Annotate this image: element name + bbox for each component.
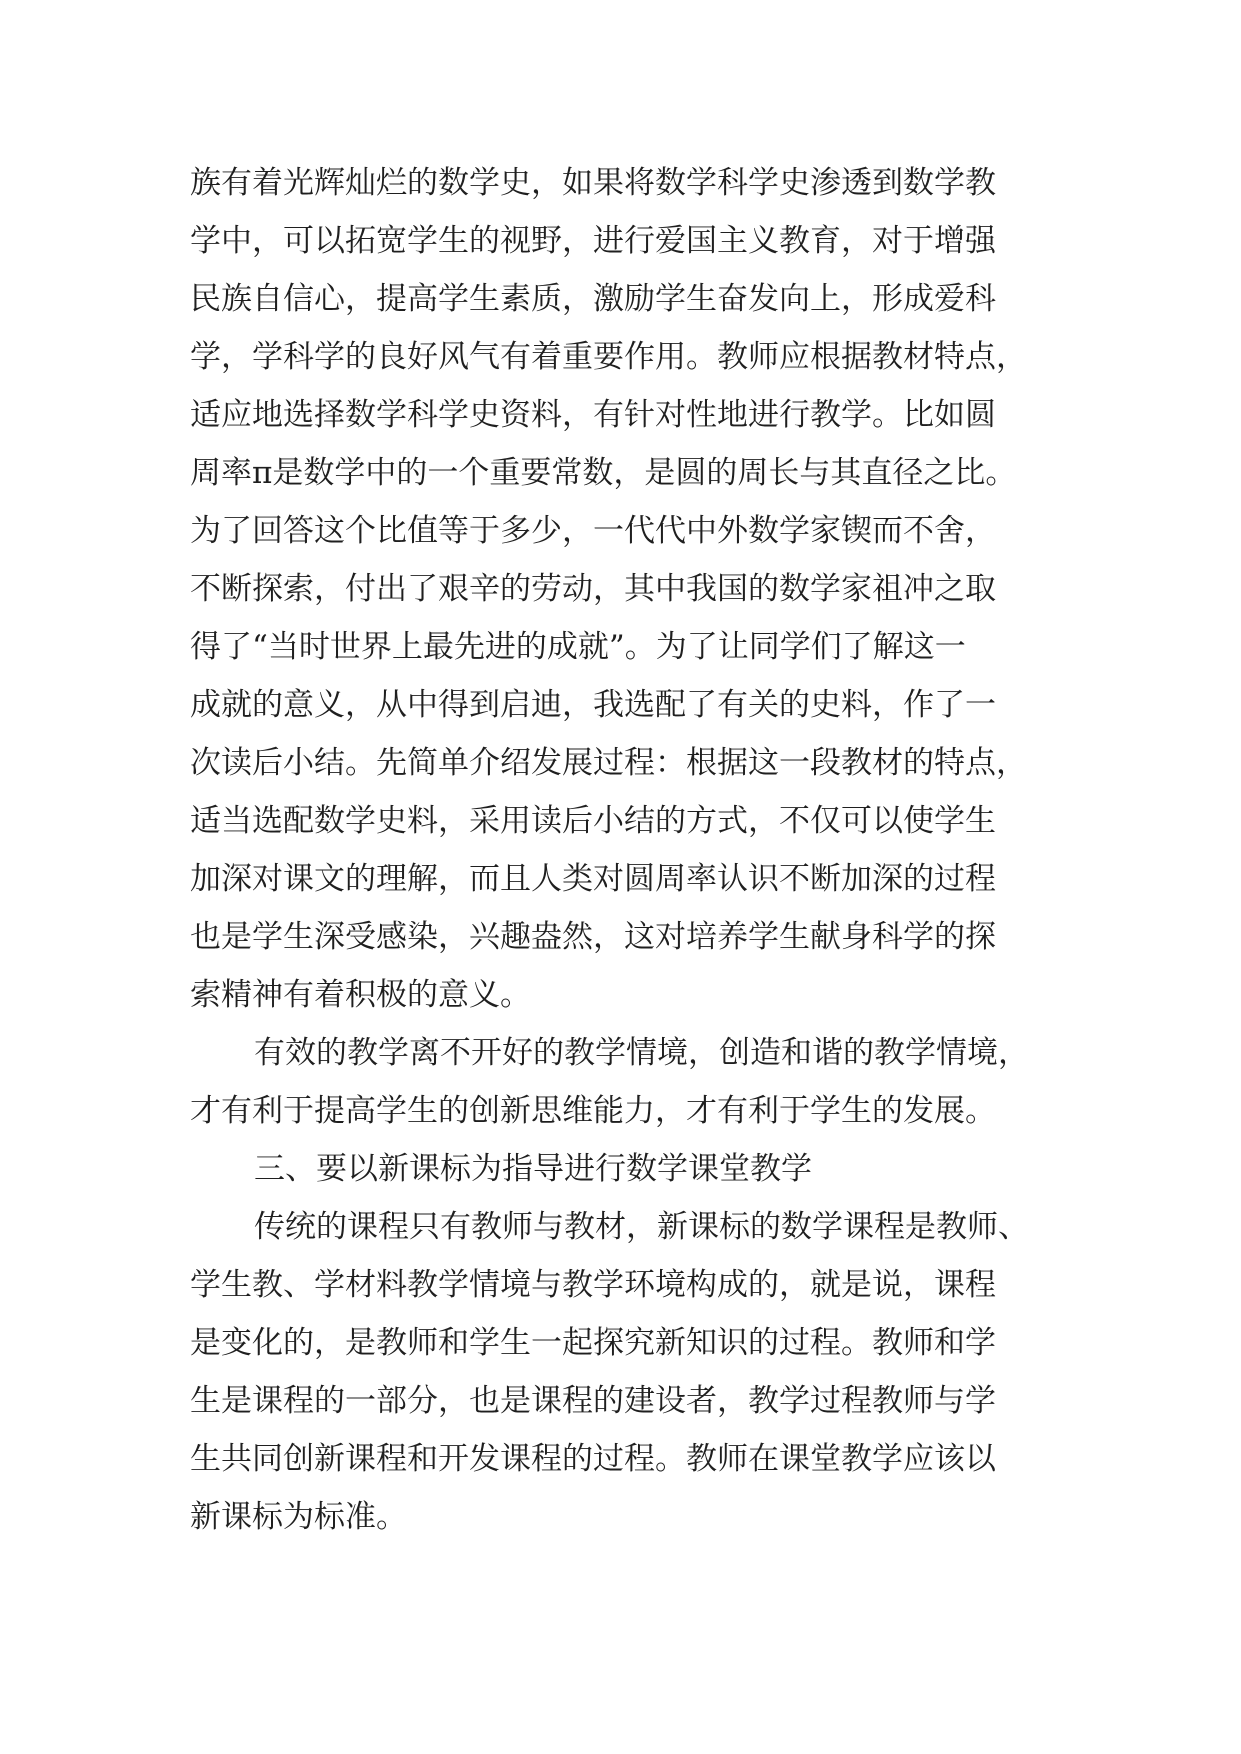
text-line: 为了回答这个比值等于多少，一代代中外数学家锲而不舍， (190, 513, 996, 549)
text-line: 得了“当时世界上最先进的成就”。为了让同学们了解这一 (190, 629, 966, 665)
text-line: 次读后小结。先简单介绍发展过程：根据这一段教材的特点， (190, 745, 1027, 781)
section-heading: 三、要以新课标为指导进行数学课堂教学 (254, 1151, 812, 1187)
text-line: 新课标为标准。 (190, 1499, 407, 1535)
text-line: 学，学科学的良好风气有着重要作用。教师应根据教材特点， (190, 339, 1027, 375)
text-line: 才有利于提高学生的创新思维能力，才有利于学生的发展。 (190, 1093, 996, 1129)
text-line: 是变化的，是教师和学生一起探究新知识的过程。教师和学 (190, 1325, 996, 1361)
text-line: 不断探索，付出了艰辛的劳动，其中我国的数学家祖冲之取 (190, 571, 996, 607)
text-line: 生是课程的一部分，也是课程的建设者，教学过程教师与学 (190, 1383, 996, 1419)
text-line: 成就的意义，从中得到启迪，我选配了有关的史料，作了一 (190, 687, 996, 723)
text-line: 加深对课文的理解，而且人类对圆周率认识不断加深的过程 (190, 861, 996, 897)
text-line: 适应地选择数学科学史资料，有针对性地进行教学。比如圆 (190, 397, 996, 433)
text-line: 适当选配数学史料，采用读后小结的方式，不仅可以使学生 (190, 803, 996, 839)
text-line: 民族自信心，提高学生素质，激励学生奋发向上，形成爱科 (190, 281, 996, 317)
paragraph-first-line: 有效的教学离不开好的教学情境，创造和谐的教学情境， (254, 1035, 1029, 1071)
text-line: 生共同创新课程和开发课程的过程。教师在课堂教学应该以 (190, 1441, 996, 1477)
body-text (190, 154, 1029, 1546)
text-line: 索精神有着积极的意义。 (190, 977, 531, 1013)
text-line: 学中，可以拓宽学生的视野，进行爱国主义教育，对于增强 (190, 223, 996, 259)
paragraph-first-line: 传统的课程只有教师与教材，新课标的数学课程是教师、 (254, 1209, 1029, 1245)
text-line: 也是学生深受感染，兴趣盎然，这对培养学生献身科学的探 (190, 919, 996, 955)
text-line: 族有着光辉灿烂的数学史，如果将数学科学史渗透到数学教 (190, 165, 996, 201)
text-line: 周率π是数学中的一个重要常数，是圆的周长与其直径之比。 (190, 455, 1017, 491)
text-line: 学生教、学材料教学情境与教学环境构成的，就是说，课程 (190, 1267, 996, 1303)
